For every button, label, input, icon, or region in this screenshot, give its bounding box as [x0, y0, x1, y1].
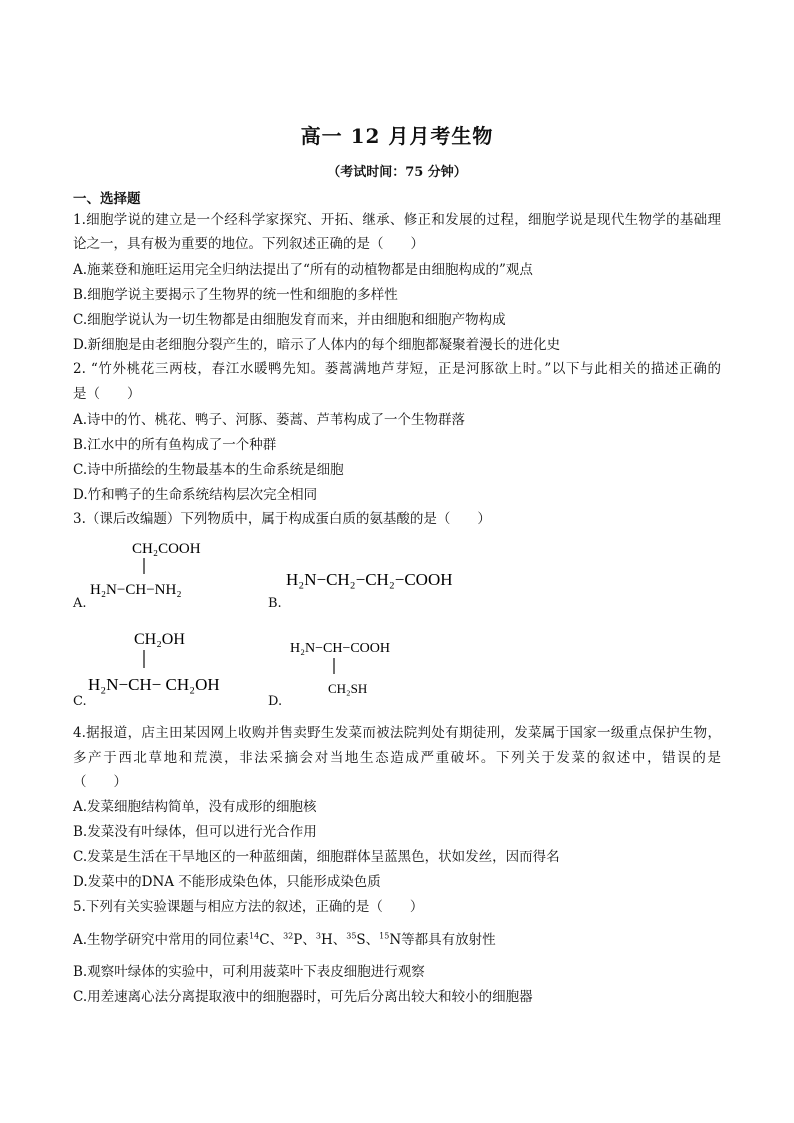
q3-c-side-chain: CH₂OH [134, 631, 185, 648]
q5-option-a [73, 931, 496, 949]
q3-option-b-structure [284, 560, 453, 596]
q2-option-c: C.诗中所描绘的生物最基本的生命系统是细胞 [73, 462, 344, 478]
q3-stem: 3.（课后改编题）下列物质中，属于构成蛋白质的氨基酸的是（ ） [73, 511, 491, 527]
q2-option-d: D.竹和鸭子的生命系统结构层次完全相同 [73, 487, 318, 503]
q2-stem-line-1: 2. “竹外桃花三两枝，春江水暖鸭先知。蒌蒿满地芦芽短，正是河豚欲上时。”以下与此相关的描述正确的 [73, 361, 721, 377]
q5-option-b: B.观察叶绿体的实验中，可利用菠菜叶下表皮细胞进行观察 [73, 964, 425, 980]
separator: 、 [302, 932, 316, 948]
q4-option-a: A.发菜细胞结构简单，没有成形的细胞核 [73, 799, 317, 815]
iso-c-mass: 14 [249, 931, 260, 941]
iso-h-mass: 3 [315, 931, 321, 941]
q1-option-b: B.细胞学说主要揭示了生物界的统一性和细胞的多样性 [73, 287, 398, 303]
iso-s-mass: 35 [346, 931, 357, 941]
exam-duration: （考试时间：75 分钟） [327, 165, 467, 180]
separator: 、 [269, 932, 284, 948]
q4-option-d: D.发菜中的DNA 不能形成染色体，只能形成染色质 [73, 874, 381, 890]
q4-stem-line-1: 4.据报道，店主田某因网上收购并售卖野生发菜而被法院判处有期徒刑，发菜属于国家一级重点保护生物， [73, 725, 721, 741]
q3-a-backbone: H₂N−CH−NH₂ [90, 582, 182, 598]
q4-stem-line-3: （ ） [73, 774, 127, 790]
q3-option-b-label: B. [268, 596, 282, 611]
q1-stem-line-2: 论之一，具有极为重要的地位。下列叙述正确的是（ ） [73, 236, 424, 252]
iso-p-mass: 32 [283, 931, 294, 941]
q3-option-c-label: C. [73, 694, 87, 709]
q5-a-suffix: 等都具有放射性 [401, 932, 496, 948]
iso-n-mass: 15 [379, 931, 390, 941]
q5-stem: 5.下列有关实验课题与相应方法的叙述，正确的是（ ） [73, 899, 424, 915]
q3-b-backbone: H₂N−CH₂−CH₂−COOH [286, 570, 453, 589]
q2-option-b: B.江水中的所有鱼构成了一个种群 [73, 437, 277, 453]
q2-stem-line-2: 是（ ） [73, 386, 141, 402]
q3-option-c-structure [86, 626, 236, 702]
iso-c-element: C [259, 932, 270, 948]
iso-s-element: S [356, 932, 366, 948]
section-heading: 一、选择题 [73, 191, 141, 207]
q4-option-b: B.发菜没有叶绿体，但可以进行光合作用 [73, 824, 317, 840]
q1-option-d: D.新细胞是由老细胞分裂产生的，暗示了人体内的每个细胞都凝聚着漫长的进化史 [73, 337, 561, 353]
q3-d-backbone: H₂N−CH−COOH [290, 641, 391, 656]
q1-option-c: C.细胞学说认为一切生物都是由细胞发育而来，并由细胞和细胞产物构成 [73, 312, 506, 328]
q5-option-c: C.用差速离心法分离提取液中的细胞器时，可先后分离出较大和较小的细胞器 [73, 989, 533, 1005]
separator: 、 [332, 932, 347, 948]
q5-a-prefix: A.生物学研究中常用的同位素 [73, 932, 250, 948]
q3-a-side-chain: CH₂COOH [132, 541, 201, 557]
q3-option-d-label: D. [268, 694, 283, 709]
q3-option-a-structure [88, 536, 208, 610]
iso-h-element: H [320, 932, 333, 948]
q4-stem-line-2: 多产于西北草地和荒漠，非法采摘会对当地生态造成严重破坏。下列关于发菜的叙述中，错误的是 [73, 750, 721, 766]
q3-d-side-chain: CH₂SH [328, 681, 368, 696]
q4-option-c: C.发菜是生活在干旱地区的一种蓝细菌，细胞群体呈蓝黑色，状如发丝，因而得名 [73, 849, 560, 865]
q2-option-a: A.诗中的竹、桃花、鸭子、河豚、蒌蒿、芦苇构成了一个生物群落 [73, 412, 466, 428]
q1-stem-line-1: 1.细胞学说的建立是一个经科学家探究、开拓、继承、修正和发展的过程，细胞学说是现代生物学的基础理 [73, 212, 721, 228]
iso-n-element: N [389, 932, 402, 948]
iso-p-element: P [293, 932, 303, 948]
page-title: 高一 12 月月考生物 [300, 124, 494, 148]
separator: 、 [365, 932, 380, 948]
q3-option-d-structure [288, 634, 408, 704]
q1-option-a: A.施莱登和施旺运用完全归纳法提出了“所有的动植物都是由细胞构成的”观点 [73, 262, 533, 278]
q3-option-a-label: A. [73, 596, 87, 611]
q3-c-backbone: H₂N−CH− CH₂OH [88, 675, 220, 694]
